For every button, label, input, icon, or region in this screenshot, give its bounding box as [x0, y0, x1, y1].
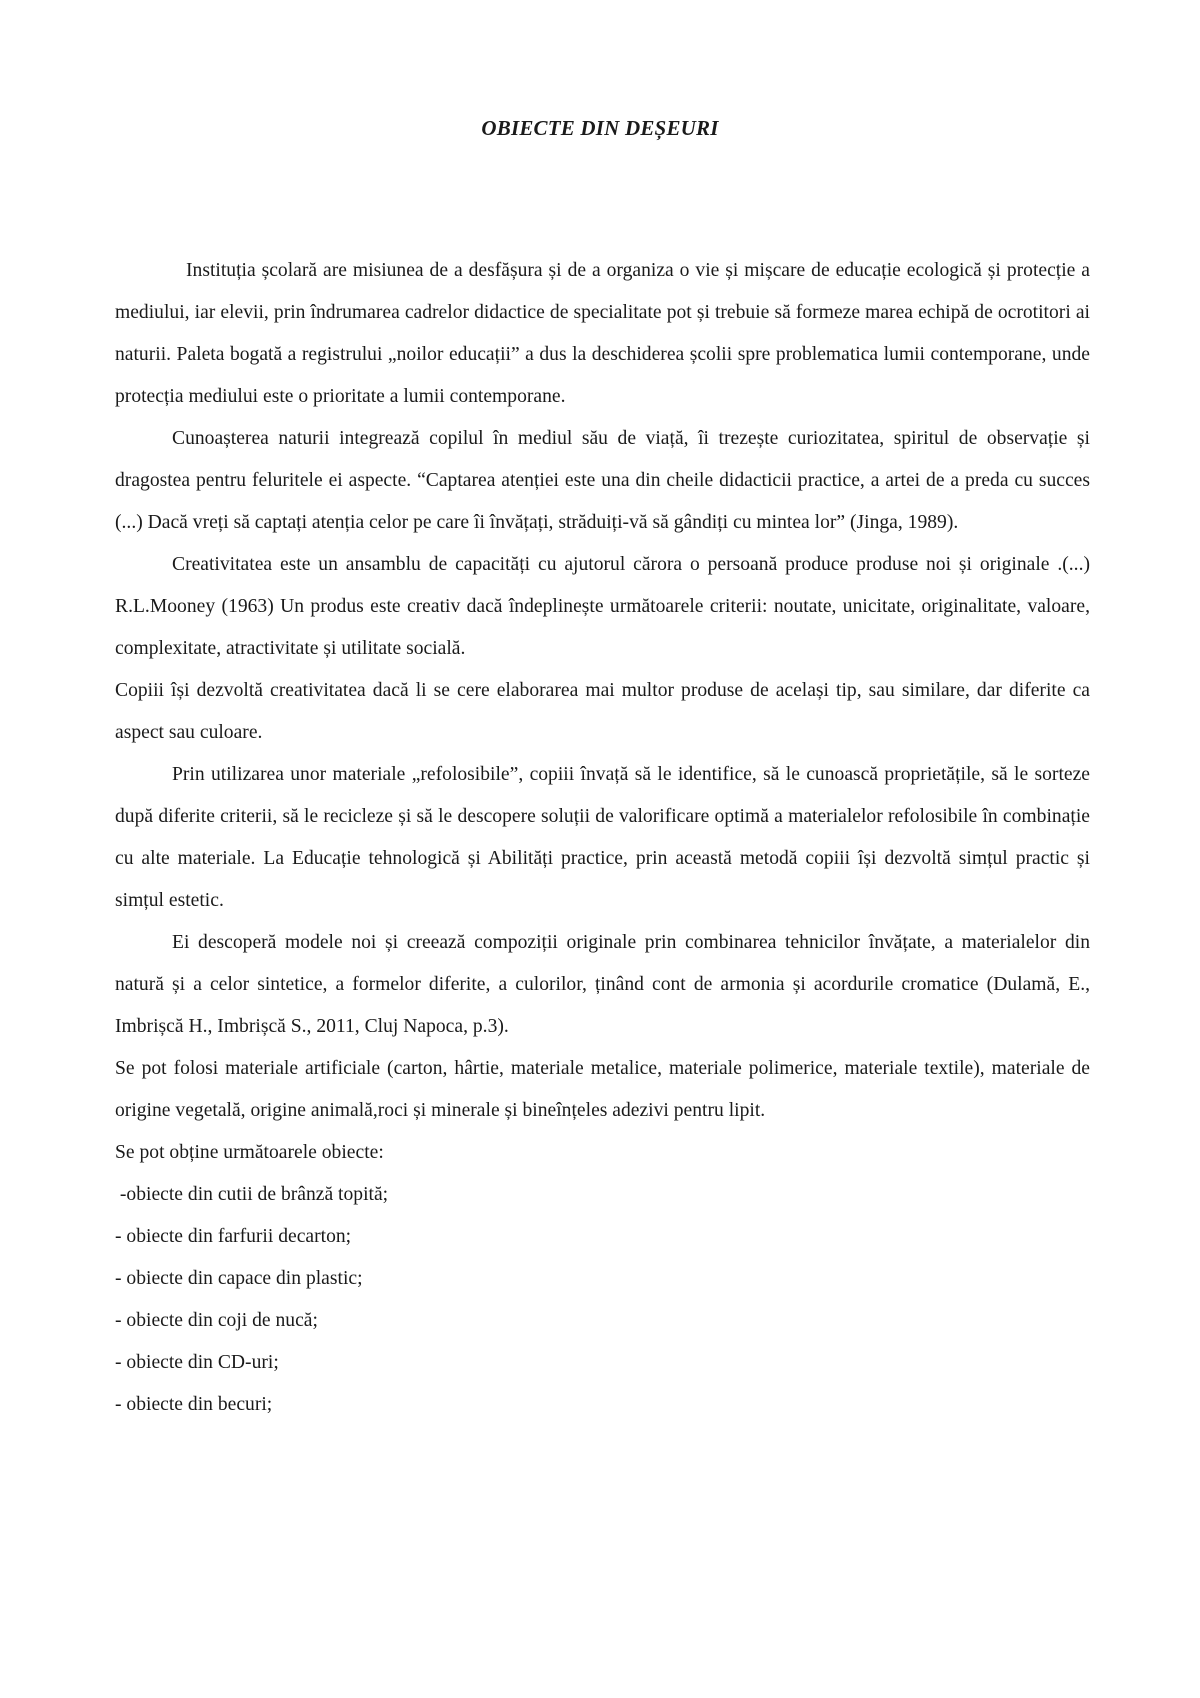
paragraph-list-intro: Se pot obține următoarele obiecte: [115, 1142, 384, 1163]
list-item: - obiecte din farfurii decarton; [115, 1226, 352, 1247]
paragraph-creativity: Creativitatea este un ansamblu de capacități cu ajutorul cărora o persoană produce produse noi și originale .(...) R.L.Mooney (1963) Un produs este creativ dacă îndeplinește următoarele criterii: noutate, unicitate, originalitate, valoare, complexitate, atractivitate și utilitate socială. [115, 554, 1090, 659]
list-item: - obiecte din coji de nucă; [115, 1310, 318, 1331]
paragraph-intro: Instituția școlară are misiunea de a desfășura și de a organiza o vie și mișcare de educație ecologică și protecție a mediului, iar elevii, prin îndrumarea cadrelor didactice de specialitate pot și trebuie să formeze marea echipă de ocrotitori ai naturii. Paleta bogată a registrului „noilor educații” a dus la deschiderea școlii spre problematica lumii contemporane, unde protecția mediului este o prioritate a lumii contemporane. [115, 260, 1090, 407]
document-title: OBIECTE DIN DEȘEURI [481, 116, 719, 140]
paragraph-nature: Cunoașterea naturii integrează copilul în mediul său de viață, îi trezește curiozitatea, spiritul de observație și dragostea pentru feluritele ei aspecte. “Captarea atenției este una din cheile didacticii practice, a artei de a preda cu succes (...) Dacă vreți să captați atenția celor pe care îi învățați, străduiți-vă să gândiți cu mintea lor” (Jinga, 1989). [115, 428, 1090, 533]
list-item: -obiecte din cutii de brânză topită; [115, 1184, 389, 1205]
paragraph-models: Ei descoperă modele noi și creează compoziții originale prin combinarea tehnicilor învățate, a materialelor din natură și a celor sintetice, a formelor diferite, a culorilor, ținând cont de armonia și acordurile cromatice (Dulamă, E., Imbrișcă H., Imbrișcă S., 2011, Cluj Napoca, p.3). [115, 932, 1090, 1037]
paragraph-artificial: Se pot folosi materiale artificiale (carton, hârtie, materiale metalice, materiale polimerice, materiale textile), materiale de origine vegetală, origine animală,roci și minerale și bineînțeles adezivi pentru lipit. [115, 1058, 1090, 1121]
objects-list [115, 1174, 1090, 1426]
list-item: - obiecte din capace din plastic; [115, 1268, 363, 1289]
paragraph-children: Copiii își dezvoltă creativitatea dacă li se cere elaborarea mai multor produse de același tip, sau similare, dar diferite ca aspect sau culoare. [115, 680, 1090, 743]
document-body [115, 250, 1090, 1426]
paragraph-materials: Prin utilizarea unor materiale „refolosibile”, copiii învață să le identifice, să le cunoască proprietățile, să le sorteze după diferite criterii, să le recicleze și să le descopere soluții de valorificare optimă a materialelor refolosibile în combinație cu alte materiale. La Educație tehnologică și Abilități practice, prin această metodă copiii își dezvoltă simțul practic și simțul estetic. [115, 764, 1090, 911]
list-item: - obiecte din becuri; [115, 1394, 273, 1415]
list-item: - obiecte din CD-uri; [115, 1352, 279, 1373]
